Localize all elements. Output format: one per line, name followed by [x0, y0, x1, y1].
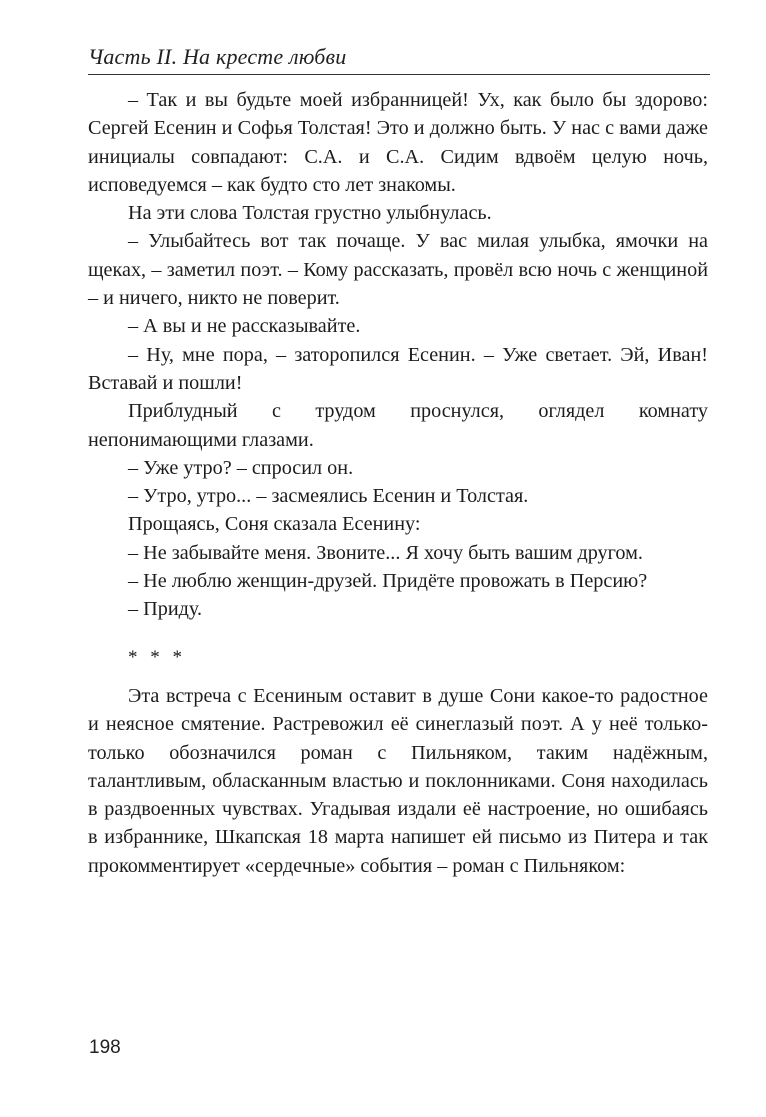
header-rule — [88, 74, 710, 75]
paragraph: – Уже утро? – спросил он. — [128, 456, 354, 479]
paragraph: На эти слова Толстая грустно улыбнулась. — [128, 202, 492, 225]
paragraph: – Улыбайтесь вот так почаще. У вас милая улыбка, ямочки на щеках, – заметил поэт. – Кому рассказать, провёл всю ночь с женщиной – и ничего, никто не поверит. — [88, 230, 708, 310]
body-text — [88, 86, 708, 880]
paragraph: – А вы и не рассказывайте. — [128, 315, 361, 338]
paragraph: – Не люблю женщин-друзей. Придёте провожать в Персию? — [128, 570, 648, 593]
section-separator: * * * — [128, 646, 186, 668]
paragraph: Прощаясь, Соня сказала Есенину: — [128, 513, 421, 536]
paragraph: Эта встреча с Есениным оставит в душе Сони какое-то радостное и неясное смятение. Растревожил её синеглазый поэт. А у неё только-только обозначился роман с Пильняком, таким надёжным, талантливым, обласканным властью и поклонниками. Соня находилась в раздвоенных чувствах. Угадывая издали её настроение, но ошибаясь в избраннике, Шкапская 18 марта напишет ей письмо из Питера и так прокомментирует «сердечные» события – роман с Пильняком: — [88, 684, 708, 877]
paragraph: – Так и вы будьте моей избранницей! Ух, как было бы здорово: Сергей Есенин и Софья Толстая! Это и должно быть. У нас с вами даже инициалы совпадают: С.А. и С.А. Сидим вдвоём целую ночь, исповедуемся – как будто сто лет знакомы. — [88, 89, 708, 196]
paragraph: Приблудный с трудом проснулся, оглядел комнату непонимающими глазами. — [88, 400, 708, 451]
paragraph: – Приду. — [128, 598, 203, 621]
running-head: Часть II. На кресте любви — [88, 44, 347, 69]
page-number: 198 — [89, 1037, 121, 1058]
paragraph: – Не забывайте меня. Звоните... Я хочу быть вашим другом. — [128, 541, 643, 564]
paragraph: – Утро, утро... – засмеялись Есенин и Толстая. — [128, 485, 529, 508]
paragraph: – Ну, мне пора, – заторопился Есенин. – Уже светает. Эй, Иван! Вставай и пошли! — [88, 343, 708, 394]
